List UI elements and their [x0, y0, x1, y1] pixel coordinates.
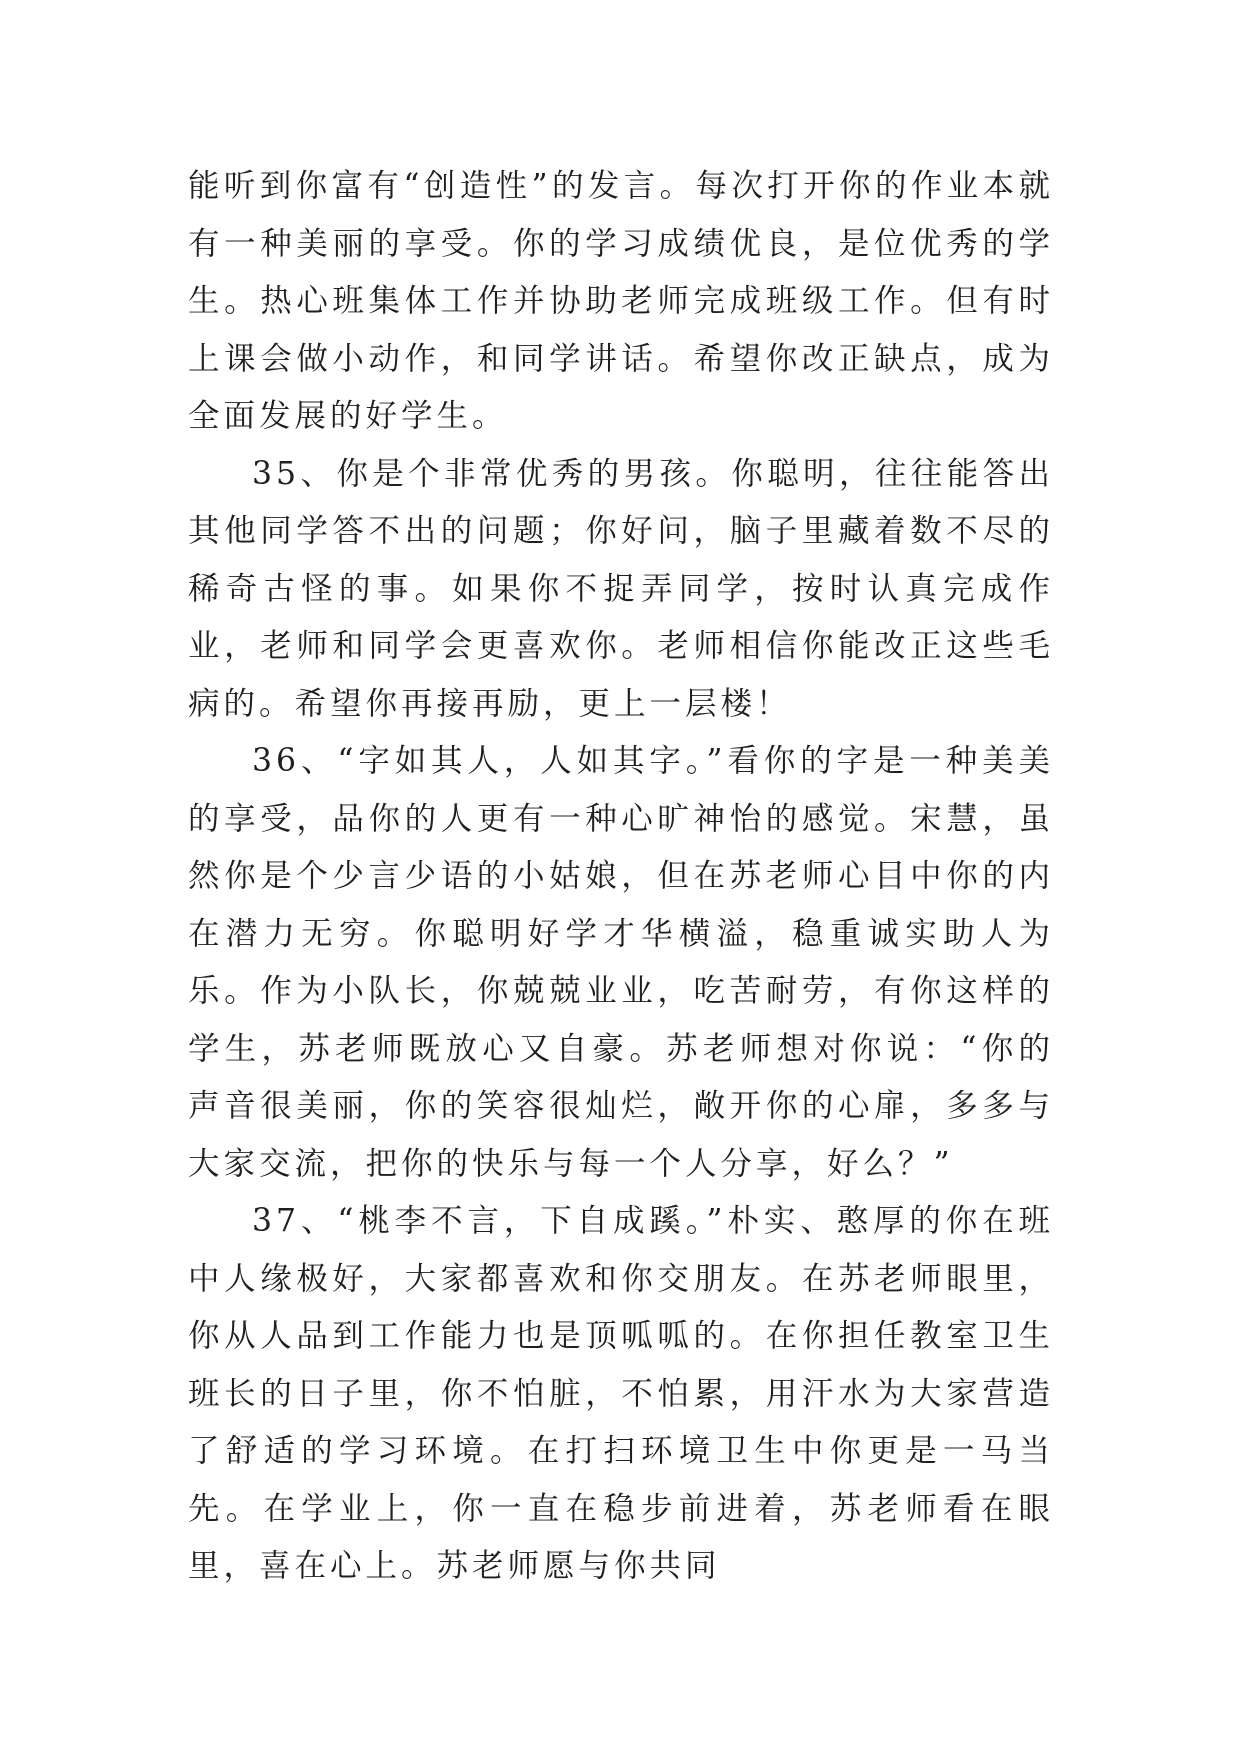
document-body — [188, 158, 1054, 1596]
paragraph-continuation: 能听到你富有“创造性”的发言。每次打开你的作业本就有一种美丽的享受。你的学习成绩优良，是位优秀的学生。热心班集体工作并协助老师完成班级工作。但有时上课会做小动作，和同学讲话。希望你改正缺点，成为全面发展的好学生。 — [188, 168, 1054, 434]
paragraph-comment-37: 37、“桃李不言，下自成蹊。”朴实、憨厚的你在班中人缘极好，大家都喜欢和你交朋友。在苏老师眼里，你从人品到工作能力也是顶呱呱的。在你担任教室卫生班长的日子里，你不怕脏，不怕累，用汗水为大家营造了舒适的学习环境。在打扫环境卫生中你更是一马当先。在学业上，你一直在稳步前进着，苏老师看在眼里，喜在心上。苏老师愿与你共同 — [188, 1203, 1054, 1584]
paragraph-comment-36: 36、“字如其人，人如其字。”看你的字是一种美美的享受，品你的人更有一种心旷神怡的感觉。宋慧，虽然你是个少言少语的小姑娘，但在苏老师心目中你的内在潜力无穷。你聪明好学才华横溢，稳重诚实助人为乐。作为小队长，你兢兢业业，吃苦耐劳，有你这样的学生，苏老师既放心又自豪。苏老师想对你说：“你的声音很美丽，你的笑容很灿烂，敞开你的心扉，多多与大家交流，把你的快乐与每一个人分享，好么？” — [188, 743, 1054, 1182]
paragraph-comment-35: 35、你是个非常优秀的男孩。你聪明，往往能答出其他同学答不出的问题；你好问，脑子里藏着数不尽的稀奇古怪的事。如果你不捉弄同学，按时认真完成作业，老师和同学会更喜欢你。老师相信你能改正这些毛病的。希望你再接再励，更上一层楼！ — [188, 455, 1054, 722]
